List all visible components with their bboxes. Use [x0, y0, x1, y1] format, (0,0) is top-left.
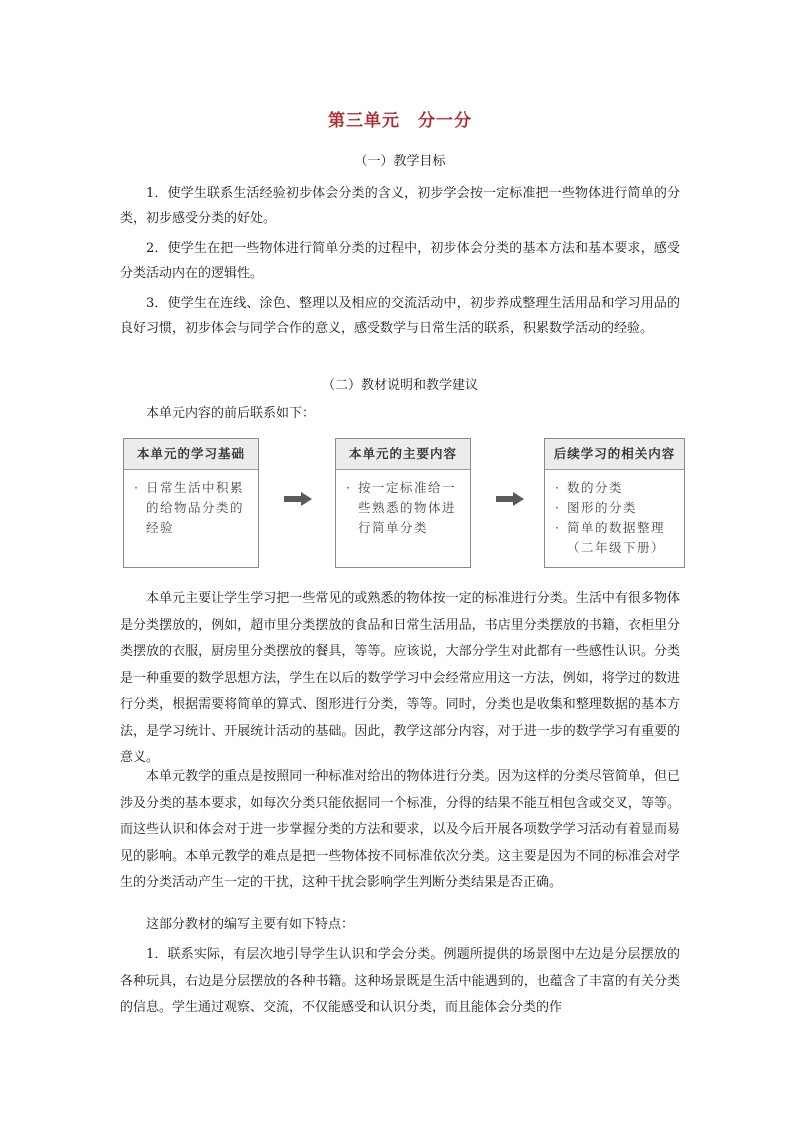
- bullet-icon: ·: [555, 480, 561, 495]
- diagram-box-main-content: [335, 438, 471, 568]
- diagram-bullet-item: · 数的分类: [555, 478, 678, 498]
- body-paragraph: 1．联系实际，有层次地引导学生认识和学会分类。例题所提供的场景图中左边是分层摆放的各种玩具，右边是分层摆放的各种书籍。这种场景既是生活中能遇到的，也蕴含了丰富的有关分类的信息。学生通过观察、交流，不仅能感受和认识分类，而且能体会分类的作: [120, 947, 680, 1015]
- diagram-bullet-item: · 简单的数据整理（二年级下册）: [555, 520, 666, 555]
- body-paragraph: 这部分教材的编写主要有如下特点：: [146, 917, 355, 932]
- objective-item: 1．使学生联系生活经验初步体会分类的含义，初步学会按一定标准把一些物体进行简单的分类，初步感受分类的好处。: [120, 186, 680, 226]
- diagram-box-header: 本单元的主要内容: [336, 439, 470, 470]
- body-paragraph: 本单元主要让学生学习把一些常见的或熟悉的物体按一定的标准进行分类。生活中有很多物体是分类摆放的，例如，超市里分类摆放的食品和日常生活用品，书店里分类摆放的书籍，衣柜里分类摆放的衣服，厨房里分类摆放的餐具，等等。应该说，大部分学生对此都有一些感性认识。分类是一种重要的数学思想方法，学生在以后的数学学习中会经常应用这一方法，例如，将学过的数进行分类，根据需要将简单的算式、图形进行分类，等等。同时，分类也是收集和整理数据的基本方法，是学习统计、开展统计活动的基础。因此，教学这部分内容，对于进一步的数学学习有重要的意义。: [120, 591, 680, 765]
- diagram-box-header: 本单元的学习基础: [124, 439, 258, 470]
- diagram-box-follow-up: [544, 438, 685, 568]
- right-arrow-icon: [496, 492, 524, 506]
- section-heading-materials: （二）教材说明和教学建议: [321, 378, 478, 393]
- right-arrow-icon: [284, 492, 312, 506]
- diagram-box-foundation: [123, 438, 259, 568]
- bullet-icon: ·: [134, 480, 140, 495]
- content-relation-diagram: [120, 438, 686, 568]
- unit-title: 第三单元 分一分: [328, 111, 472, 131]
- objective-item: 2．使学生在把一些物体进行简单分类的过程中，初步体会分类的基本方法和基本要求，感受分类活动内在的逻辑性。: [120, 241, 680, 281]
- bullet-icon: ·: [555, 520, 561, 535]
- diagram-bullet-item: · 日常生活中积累的给物品分类的经验: [134, 480, 245, 535]
- body-paragraph: 本单元教学的重点是按照同一种标准对给出的物体进行分类。因为这样的分类尽管简单，但已涉及分类的基本要求，如每次分类只能依据同一个标准，分得的结果不能互相包含或交叉，等等。而这些认识和体会对于进一步掌握分类的方法和要求，以及今后开展各项数学学习活动有着显而易见的影响。本单元教学的难点是把一些物体按不同标准依次分类。这主要是因为不同的标准会对学生的分类活动产生一定的干扰，这种干扰会影响学生判断分类结果是否正确。: [120, 769, 680, 890]
- diagram-box-header: 后续学习的相关内容: [545, 439, 684, 470]
- diagram-bullet-item: · 图形的分类: [555, 498, 678, 518]
- diagram-intro: 本单元内容的前后联系如下：: [146, 406, 316, 421]
- bullet-icon: ·: [555, 500, 561, 515]
- bullet-icon: ·: [346, 480, 352, 495]
- diagram-bullet-item: · 按一定标准给一些熟悉的物体进行简单分类: [346, 480, 457, 535]
- section-heading-objectives: （一）教学目标: [354, 154, 446, 169]
- objective-item: 3．使学生在连线、涂色、整理以及相应的交流活动中，初步养成整理生活用品和学习用品的良好习惯，初步体会与同学合作的意义，感受数学与日常生活的联系，积累数学活动的经验。: [120, 296, 680, 336]
